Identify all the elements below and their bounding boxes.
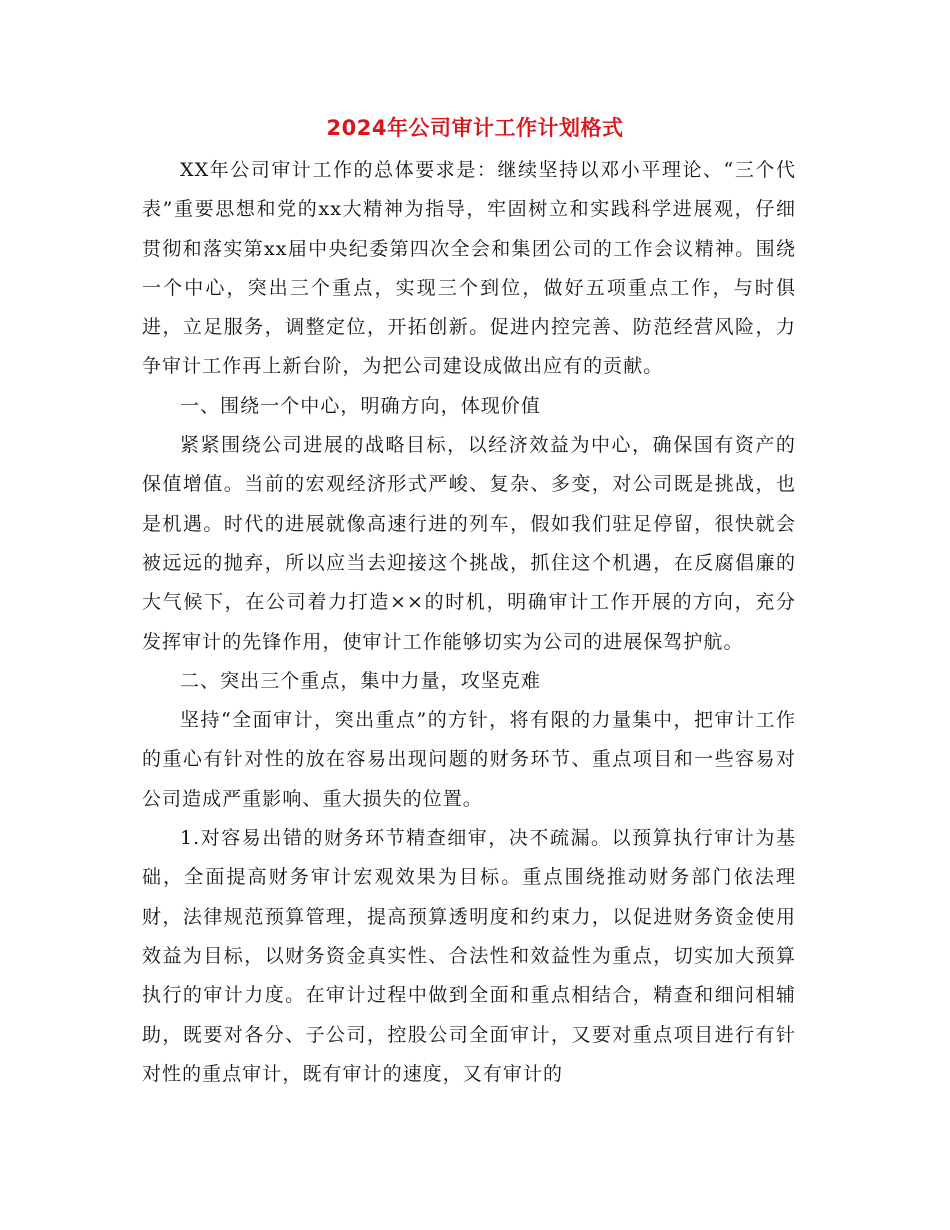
document-body (142, 151, 796, 1094)
paragraph-section-1: 紧紧围绕公司进展的战略目标，以经济效益为中心，确保国有资产的保值增值。当前的宏观经济形式严峻、复杂、多变，对公司既是挑战，也是机遇。时代的进展就像高速行进的列车，假如我们驻足停留，很快就会被远远的抛弃，所以应当去迎接这个挑战，抓住这个机遇，在反腐倡廉的大气候下，在公司着力打造××的时机，明确审计工作开展的方向，充分发挥审计的先锋作用，使审计工作能够切实为公司的进展保驾护航。 (142, 434, 796, 653)
paragraph-item-1: 1.对容易出错的财务环节精查细审，决不疏漏。以预算执行审计为基础，全面提高财务审计宏观效果为目标。重点围绕推动财务部门依法理财，法律规范预算管理，提高预算透明度和约束力，以促进财务资金使用效益为目标，以财务资金真实性、合法性和效益性为重点，切实加大预算执行的审计力度。在审计过程中做到全面和重点相结合，精查和细问相辅助，既要对各分、子公司，控股公司全面审计，又要对重点项目进行有针对性的重点审计，既有审计的速度，又有审计的 (142, 827, 796, 1085)
document-title: 2024年公司审计工作计划格式 (326, 116, 624, 140)
paragraph-intro: XX年公司审计工作的总体要求是：继续坚持以邓小平理论、“三个代表”重要思想和党的xx大精神为指导，牢固树立和实践科学进展观，仔细贯彻和落实第xx届中央纪委第四次全会和集团公司的工作会议精神。围绕一个中心，突出三个重点，实现三个到位，做好五项重点工作，与时俱进，立足服务，调整定位，开拓创新。促进内控完善、防范经营风险，力争审计工作再上新台阶，为把公司建设成做出应有的贡献。 (142, 159, 796, 378)
paragraph-section-2: 坚持“全面审计，突出重点”的方针，将有限的力量集中，把审计工作的重心有针对性的放在容易出现问题的财务环节、重点项目和一些容易对公司造成严重影响、重大损失的位置。 (142, 709, 796, 810)
heading-section-2: 二、突出三个重点，集中力量，攻坚克难 (180, 669, 541, 692)
heading-section-1: 一、围绕一个中心，明确方向，体现价值 (180, 394, 541, 417)
